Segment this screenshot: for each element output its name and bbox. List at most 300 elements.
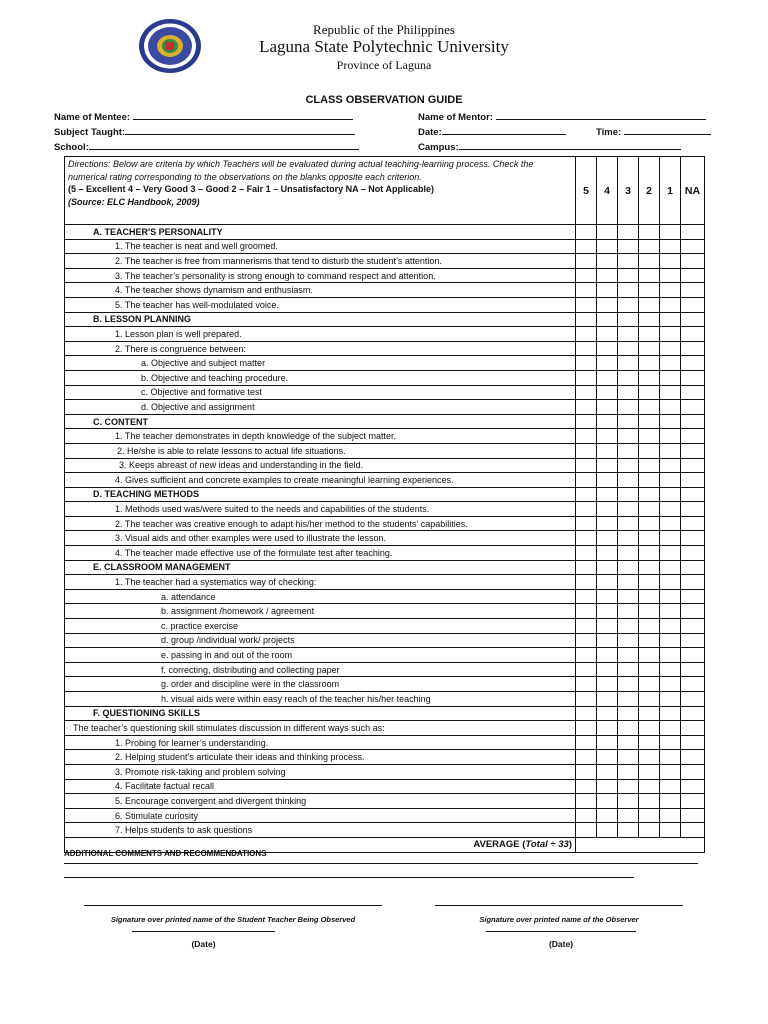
rating-cell[interactable] [639, 706, 660, 721]
rating-cell[interactable] [660, 341, 681, 356]
rating-cell[interactable] [576, 312, 597, 327]
rating-cell[interactable] [681, 546, 705, 561]
rating-cell[interactable] [597, 721, 618, 736]
rating-cell[interactable] [681, 633, 705, 648]
rating-cell[interactable] [618, 297, 639, 312]
rating-cell[interactable] [681, 516, 705, 531]
rating-cell[interactable] [576, 370, 597, 385]
rating-cell[interactable] [576, 516, 597, 531]
rating-cell[interactable] [576, 794, 597, 809]
rating-cell[interactable] [639, 370, 660, 385]
rating-cell[interactable] [639, 721, 660, 736]
rating-cell[interactable] [681, 706, 705, 721]
rating-cell[interactable] [597, 239, 618, 254]
rating-cell[interactable] [576, 297, 597, 312]
mentor-field[interactable] [418, 110, 706, 123]
rating-cell[interactable] [618, 619, 639, 634]
rating-cell[interactable] [660, 575, 681, 590]
rating-cell[interactable] [597, 823, 618, 838]
criterion-text: g. order and discipline were in the classroom [65, 677, 576, 692]
criterion-text: 2. The teacher was creative enough to adapt his/her method to the students’ capabilities. [65, 516, 576, 531]
rating-cell[interactable] [576, 604, 597, 619]
student-signature-line[interactable] [84, 905, 382, 906]
rating-cell[interactable] [618, 589, 639, 604]
rating-cell[interactable] [576, 648, 597, 663]
rating-cell[interactable] [576, 239, 597, 254]
criterion-text: 4. The teacher made effective use of the formulate test after teaching. [65, 546, 576, 561]
rating-cell[interactable] [639, 225, 660, 240]
rating-cell[interactable] [576, 692, 597, 707]
rating-cell[interactable] [681, 589, 705, 604]
rating-cell[interactable] [597, 648, 618, 663]
criterion-text: 1. Methods used was/were suited to the needs and capabilities of the students. [65, 502, 576, 517]
rating-cell[interactable] [681, 429, 705, 444]
rating-cell[interactable] [576, 400, 597, 415]
average-value-cell[interactable] [576, 837, 705, 852]
school-label: School: [54, 142, 89, 153]
rating-cell[interactable] [618, 677, 639, 692]
rating-cell[interactable] [576, 633, 597, 648]
criterion-row [65, 297, 705, 312]
rating-cell[interactable] [618, 487, 639, 502]
rating-cell[interactable] [618, 692, 639, 707]
rating-cell[interactable] [618, 633, 639, 648]
rating-cell[interactable] [618, 779, 639, 794]
rating-cell[interactable] [576, 429, 597, 444]
criterion-text: c. practice exercise [65, 619, 576, 634]
rating-cell[interactable] [576, 268, 597, 283]
rating-cell[interactable] [681, 648, 705, 663]
rating-cell[interactable] [681, 283, 705, 298]
rating-cell[interactable] [639, 443, 660, 458]
rating-cell[interactable] [576, 808, 597, 823]
rating-cell[interactable] [618, 268, 639, 283]
rating-cell[interactable] [576, 283, 597, 298]
rating-cell[interactable] [597, 429, 618, 444]
rating-cell[interactable] [639, 531, 660, 546]
rating-cell[interactable] [576, 662, 597, 677]
rating-cell[interactable] [639, 385, 660, 400]
section-row [65, 225, 705, 240]
rating-cell[interactable] [618, 823, 639, 838]
rating-cell[interactable] [639, 604, 660, 619]
rating-cell[interactable] [639, 808, 660, 823]
criterion-text: 5. Encourage convergent and divergent thinking [65, 794, 576, 809]
rating-cell[interactable] [639, 823, 660, 838]
rating-cell[interactable] [576, 750, 597, 765]
rating-cell[interactable] [639, 546, 660, 561]
rating-cell[interactable] [639, 327, 660, 342]
criterion-text: 1. The teacher demonstrates in depth knowledge of the subject matter. [65, 429, 576, 444]
rating-cell[interactable] [597, 225, 618, 240]
rating-cell[interactable] [576, 546, 597, 561]
rating-cell[interactable] [597, 589, 618, 604]
rating-cell[interactable] [618, 706, 639, 721]
rating-cell[interactable] [681, 297, 705, 312]
rating-cell[interactable] [681, 473, 705, 488]
rating-cell[interactable] [660, 370, 681, 385]
rating-cell[interactable] [618, 794, 639, 809]
rating-cell[interactable] [597, 502, 618, 517]
rating-cell[interactable] [639, 356, 660, 371]
rating-header-3: 3 [618, 157, 639, 225]
student-date-caption: (Date) [191, 939, 216, 949]
rating-cell[interactable] [639, 619, 660, 634]
rating-cell[interactable] [639, 648, 660, 663]
rating-cell[interactable] [618, 560, 639, 575]
rating-cell[interactable] [681, 268, 705, 283]
rating-cell[interactable] [660, 735, 681, 750]
criterion-row [65, 823, 705, 838]
criterion-row [65, 531, 705, 546]
rating-cell[interactable] [618, 254, 639, 269]
observer-signature-line[interactable] [435, 905, 683, 906]
rating-cell[interactable] [639, 400, 660, 415]
rating-cell[interactable] [660, 560, 681, 575]
rating-cell[interactable] [618, 473, 639, 488]
rating-cell[interactable] [597, 779, 618, 794]
rating-cell[interactable] [660, 458, 681, 473]
rating-cell[interactable] [681, 735, 705, 750]
rating-cell[interactable] [618, 443, 639, 458]
rating-cell[interactable] [660, 327, 681, 342]
rating-cell[interactable] [597, 692, 618, 707]
time-field[interactable] [596, 125, 711, 138]
rating-cell[interactable] [576, 356, 597, 371]
section-row [65, 706, 705, 721]
rating-cell[interactable] [639, 589, 660, 604]
comments-line-1[interactable] [64, 863, 698, 864]
rating-cell[interactable] [597, 808, 618, 823]
campus-label: Campus: [418, 142, 459, 153]
rating-cell[interactable] [618, 400, 639, 415]
rating-cell[interactable] [576, 764, 597, 779]
rating-cell[interactable] [618, 356, 639, 371]
rating-cell[interactable] [618, 546, 639, 561]
rating-cell[interactable] [618, 502, 639, 517]
rating-cell[interactable] [681, 400, 705, 415]
rating-cell[interactable] [597, 400, 618, 415]
rating-cell[interactable] [597, 312, 618, 327]
rating-cell[interactable] [597, 458, 618, 473]
rating-cell[interactable] [660, 779, 681, 794]
rating-cell[interactable] [660, 619, 681, 634]
criterion-row [65, 239, 705, 254]
section-row [65, 560, 705, 575]
section-row [65, 414, 705, 429]
rating-cell[interactable] [681, 487, 705, 502]
rating-cell[interactable] [660, 721, 681, 736]
rating-cell[interactable] [639, 239, 660, 254]
criterion-row [65, 589, 705, 604]
rating-cell[interactable] [618, 531, 639, 546]
date-field[interactable] [418, 125, 566, 138]
rating-cell[interactable] [639, 764, 660, 779]
rating-cell[interactable] [660, 473, 681, 488]
rating-cell[interactable] [681, 604, 705, 619]
rating-cell[interactable] [639, 735, 660, 750]
rating-cell[interactable] [639, 794, 660, 809]
rating-cell[interactable] [681, 764, 705, 779]
rating-cell[interactable] [597, 283, 618, 298]
rating-cell[interactable] [576, 502, 597, 517]
criterion-text: 6. Stimulate curiosity [65, 808, 576, 823]
rating-cell[interactable] [639, 692, 660, 707]
rating-cell[interactable] [639, 473, 660, 488]
rating-cell[interactable] [660, 662, 681, 677]
rating-cell[interactable] [576, 779, 597, 794]
rating-cell[interactable] [618, 327, 639, 342]
rating-cell[interactable] [639, 254, 660, 269]
rating-cell[interactable] [597, 370, 618, 385]
rating-cell[interactable] [576, 677, 597, 692]
subject-field[interactable] [54, 125, 355, 138]
rating-cell[interactable] [618, 750, 639, 765]
rating-cell[interactable] [597, 327, 618, 342]
rating-scale: (5 – Excellent 4 – Very Good 3 – Good 2 – Fair 1 – Unsatisfactory NA – Not Applicable) [68, 184, 434, 195]
rating-cell[interactable] [681, 808, 705, 823]
average-label: AVERAGE ( [473, 838, 526, 850]
rating-cell[interactable] [576, 706, 597, 721]
rating-cell[interactable] [639, 750, 660, 765]
rating-cell[interactable] [681, 560, 705, 575]
rating-cell[interactable] [618, 429, 639, 444]
rating-cell[interactable] [639, 779, 660, 794]
rating-cell[interactable] [660, 677, 681, 692]
rating-cell[interactable] [681, 823, 705, 838]
rating-cell[interactable] [660, 794, 681, 809]
rating-cell[interactable] [660, 589, 681, 604]
rating-cell[interactable] [660, 268, 681, 283]
criterion-text: 4. Gives sufficient and concrete examples to create meaningful learning experiences. [65, 473, 576, 488]
rating-cell[interactable] [576, 487, 597, 502]
rating-cell[interactable] [618, 341, 639, 356]
rating-cell[interactable] [639, 283, 660, 298]
rating-cell[interactable] [681, 225, 705, 240]
criterion-text: f. correcting, distributing and collecting paper [65, 662, 576, 677]
rating-cell[interactable] [681, 414, 705, 429]
rating-cell[interactable] [660, 400, 681, 415]
rating-cell[interactable] [576, 735, 597, 750]
rating-cell[interactable] [681, 356, 705, 371]
rating-cell[interactable] [597, 735, 618, 750]
rating-cell[interactable] [660, 487, 681, 502]
rating-cell[interactable] [639, 312, 660, 327]
rating-cell[interactable] [681, 239, 705, 254]
rating-cell[interactable] [639, 502, 660, 517]
rating-cell[interactable] [639, 297, 660, 312]
rating-cell[interactable] [660, 312, 681, 327]
rating-cell[interactable] [597, 443, 618, 458]
rating-cell[interactable] [597, 619, 618, 634]
rating-cell[interactable] [597, 750, 618, 765]
rating-cell[interactable] [618, 385, 639, 400]
rating-cell[interactable] [681, 254, 705, 269]
rating-cell[interactable] [597, 254, 618, 269]
rating-cell[interactable] [681, 341, 705, 356]
rating-cell[interactable] [681, 794, 705, 809]
rating-cell[interactable] [597, 385, 618, 400]
rating-cell[interactable] [618, 458, 639, 473]
rating-cell[interactable] [618, 604, 639, 619]
rating-cell[interactable] [681, 370, 705, 385]
rating-cell[interactable] [681, 721, 705, 736]
rating-cell[interactable] [618, 735, 639, 750]
rating-cell[interactable] [597, 546, 618, 561]
rating-cell[interactable] [660, 531, 681, 546]
rating-cell[interactable] [660, 808, 681, 823]
rating-cell[interactable] [576, 531, 597, 546]
rating-cell[interactable] [681, 662, 705, 677]
rating-cell[interactable] [597, 356, 618, 371]
rating-cell[interactable] [597, 473, 618, 488]
rating-cell[interactable] [681, 458, 705, 473]
rating-cell[interactable] [597, 268, 618, 283]
rating-cell[interactable] [597, 560, 618, 575]
rating-cell[interactable] [660, 283, 681, 298]
criterion-text: 2. Helping student’s articulate their ideas and thinking process. [65, 750, 576, 765]
rating-cell[interactable] [681, 677, 705, 692]
rating-cell[interactable] [660, 385, 681, 400]
rating-cell[interactable] [576, 721, 597, 736]
rating-cell[interactable] [618, 662, 639, 677]
criterion-row [65, 429, 705, 444]
rating-cell[interactable] [576, 254, 597, 269]
rating-cell[interactable] [597, 341, 618, 356]
rating-cell[interactable] [681, 575, 705, 590]
rating-cell[interactable] [639, 429, 660, 444]
rating-cell[interactable] [597, 575, 618, 590]
rating-cell[interactable] [639, 341, 660, 356]
rating-cell[interactable] [618, 575, 639, 590]
rating-cell[interactable] [597, 677, 618, 692]
rating-cell[interactable] [681, 750, 705, 765]
rating-cell[interactable] [597, 633, 618, 648]
rating-cell[interactable] [660, 225, 681, 240]
rating-cell[interactable] [576, 225, 597, 240]
rating-cell[interactable] [576, 327, 597, 342]
rating-cell[interactable] [639, 560, 660, 575]
rating-cell[interactable] [660, 823, 681, 838]
criterion-text: e. passing in and out of the room [65, 648, 576, 663]
criterion-text: a. Objective and subject matter [65, 356, 576, 371]
rating-cell[interactable] [660, 750, 681, 765]
rating-cell[interactable] [618, 648, 639, 663]
rating-cell[interactable] [597, 487, 618, 502]
rating-cell[interactable] [660, 692, 681, 707]
rating-cell[interactable] [639, 414, 660, 429]
rating-cell[interactable] [639, 516, 660, 531]
rating-cell[interactable] [597, 764, 618, 779]
rating-cell[interactable] [681, 502, 705, 517]
criterion-text: d. Objective and assignment [65, 400, 576, 415]
rating-cell[interactable] [660, 502, 681, 517]
rating-cell[interactable] [576, 443, 597, 458]
student-date-line[interactable] [132, 931, 275, 932]
rating-cell[interactable] [597, 414, 618, 429]
rating-cell[interactable] [660, 764, 681, 779]
rating-cell[interactable] [660, 297, 681, 312]
criterion-row [65, 662, 705, 677]
rating-cell[interactable] [618, 808, 639, 823]
rating-cell[interactable] [660, 516, 681, 531]
criterion-row [65, 254, 705, 269]
rating-cell[interactable] [681, 619, 705, 634]
rating-cell[interactable] [660, 239, 681, 254]
rating-cell[interactable] [576, 575, 597, 590]
rating-cell[interactable] [639, 268, 660, 283]
rating-cell[interactable] [597, 531, 618, 546]
rating-cell[interactable] [597, 516, 618, 531]
rating-cell[interactable] [660, 633, 681, 648]
school-field[interactable] [54, 140, 359, 153]
rating-cell[interactable] [660, 429, 681, 444]
rating-cell[interactable] [576, 414, 597, 429]
rating-cell[interactable] [639, 575, 660, 590]
rating-cell[interactable] [618, 516, 639, 531]
rating-cell[interactable] [576, 823, 597, 838]
rating-cell[interactable] [681, 327, 705, 342]
rating-cell[interactable] [660, 443, 681, 458]
observation-table [64, 156, 705, 853]
rating-cell[interactable] [618, 225, 639, 240]
rating-cell[interactable] [639, 677, 660, 692]
criterion-row [65, 604, 705, 619]
rating-cell[interactable] [660, 648, 681, 663]
rating-cell[interactable] [681, 443, 705, 458]
rating-cell[interactable] [660, 414, 681, 429]
rating-cell[interactable] [618, 312, 639, 327]
rating-cell[interactable] [597, 794, 618, 809]
rating-cell[interactable] [576, 619, 597, 634]
comments-line-2[interactable] [64, 877, 634, 878]
rating-cell[interactable] [660, 254, 681, 269]
campus-field[interactable] [418, 140, 681, 153]
rating-cell[interactable] [597, 604, 618, 619]
observer-date-line[interactable] [486, 931, 636, 932]
rating-cell[interactable] [681, 531, 705, 546]
rating-cell[interactable] [576, 589, 597, 604]
rating-cell[interactable] [681, 312, 705, 327]
rating-cell[interactable] [576, 458, 597, 473]
rating-cell[interactable] [681, 692, 705, 707]
rating-cell[interactable] [681, 385, 705, 400]
rating-cell[interactable] [576, 341, 597, 356]
rating-cell[interactable] [639, 662, 660, 677]
rating-cell[interactable] [660, 706, 681, 721]
rating-cell[interactable] [639, 633, 660, 648]
rating-cell[interactable] [576, 560, 597, 575]
rating-cell[interactable] [618, 239, 639, 254]
rating-cell[interactable] [681, 779, 705, 794]
rating-cell[interactable] [576, 385, 597, 400]
rating-cell[interactable] [660, 546, 681, 561]
rating-cell[interactable] [639, 487, 660, 502]
rating-cell[interactable] [618, 764, 639, 779]
rating-cell[interactable] [576, 473, 597, 488]
rating-cell[interactable] [597, 297, 618, 312]
rating-cell[interactable] [597, 706, 618, 721]
mentee-field[interactable] [54, 110, 353, 123]
rating-cell[interactable] [618, 283, 639, 298]
rating-cell[interactable] [660, 356, 681, 371]
rating-cell[interactable] [618, 370, 639, 385]
rating-cell[interactable] [639, 458, 660, 473]
rating-cell[interactable] [597, 662, 618, 677]
rating-cell[interactable] [618, 721, 639, 736]
rating-cell[interactable] [618, 414, 639, 429]
rating-cell[interactable] [660, 604, 681, 619]
